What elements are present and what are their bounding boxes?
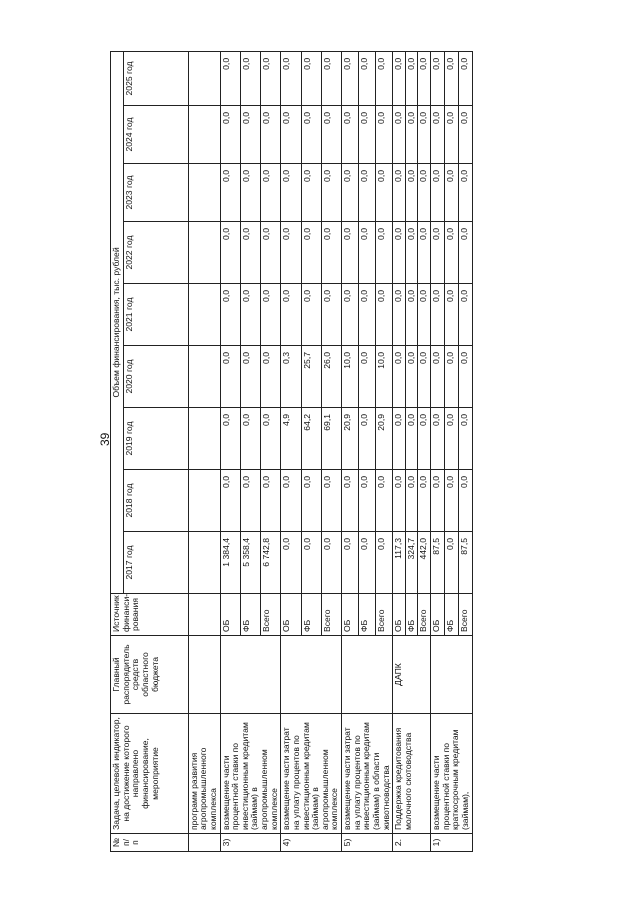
- value-cell: 324,7: [405, 532, 418, 594]
- value-cell: 0,0: [359, 284, 376, 346]
- source-cell: [188, 594, 220, 636]
- value-cell: [188, 346, 220, 408]
- value-cell: [188, 284, 220, 346]
- value-cell: 0,0: [393, 346, 406, 408]
- page-number: 39: [98, 432, 112, 446]
- value-cell: 0,0: [220, 164, 240, 222]
- value-cell: 0,0: [405, 222, 418, 284]
- value-cell: 0,0: [405, 106, 418, 164]
- value-cell: 0,0: [405, 164, 418, 222]
- value-cell: 0,0: [405, 51, 418, 105]
- value-cell: 0,0: [458, 346, 472, 408]
- value-cell: 0,3: [281, 346, 301, 408]
- source-cell: ФБ: [240, 594, 260, 636]
- value-cell: 0,0: [301, 470, 321, 532]
- value-cell: [188, 408, 220, 470]
- value-cell: 0,0: [281, 222, 301, 284]
- value-cell: 0,0: [359, 222, 376, 284]
- value-cell: 0,0: [220, 106, 240, 164]
- value-cell: 0,0: [431, 408, 445, 470]
- value-cell: 4,9: [281, 408, 301, 470]
- row-number: 1): [431, 834, 473, 852]
- header-year: 2024 год: [123, 106, 188, 164]
- value-cell: 0,0: [321, 532, 341, 594]
- task-cell: возмещение части процентной ставки по краткосрочным кредитам (займам),: [431, 714, 473, 834]
- value-cell: 0,0: [342, 222, 359, 284]
- value-cell: 0,0: [301, 106, 321, 164]
- value-cell: 0,0: [376, 106, 393, 164]
- value-cell: 0,0: [281, 470, 301, 532]
- value-cell: 0,0: [359, 470, 376, 532]
- value-cell: 0,0: [405, 284, 418, 346]
- value-cell: 0,0: [431, 106, 445, 164]
- row-number: 5): [342, 834, 393, 852]
- value-cell: 0,0: [393, 106, 406, 164]
- value-cell: 0,0: [240, 346, 260, 408]
- header-task: Задача, целевой индикатор, на достижение которого направлено финансирование, мероприятие: [111, 714, 189, 834]
- task-cell: возмещение части процентной ставки по инвестиционным кредитам (займам) в агропромышленном комплексе: [220, 714, 281, 834]
- value-cell: 0,0: [444, 51, 458, 105]
- value-cell: 0,0: [359, 106, 376, 164]
- table-row: [281, 51, 301, 851]
- table-row: [342, 51, 359, 851]
- value-cell: 0,0: [376, 284, 393, 346]
- value-cell: 0,0: [301, 51, 321, 105]
- value-cell: 0,0: [376, 51, 393, 105]
- distributor-cell: [220, 636, 281, 714]
- value-cell: 0,0: [393, 408, 406, 470]
- distributor-cell: ДАПК: [393, 636, 431, 714]
- header-volume: Объем финансирования, тыс. рублей: [111, 51, 124, 593]
- value-cell: 0,0: [431, 470, 445, 532]
- value-cell: 0,0: [301, 164, 321, 222]
- value-cell: 0,0: [405, 408, 418, 470]
- value-cell: 0,0: [376, 222, 393, 284]
- value-cell: 0,0: [342, 51, 359, 105]
- task-cell: возмещение части затрат на уплату процентов по инвестиционным кредитам (займам) в области животноводства: [342, 714, 393, 834]
- value-cell: 0,0: [261, 106, 281, 164]
- value-cell: 0,0: [240, 51, 260, 105]
- value-cell: 0,0: [281, 532, 301, 594]
- value-cell: 6 742,8: [261, 532, 281, 594]
- value-cell: 0,0: [261, 470, 281, 532]
- table-row: [220, 51, 240, 851]
- value-cell: 0,0: [418, 470, 431, 532]
- row-number: 3): [220, 834, 281, 852]
- source-cell: ОБ: [281, 594, 301, 636]
- value-cell: [188, 51, 220, 105]
- table-row: [431, 51, 445, 851]
- value-cell: 0,0: [321, 106, 341, 164]
- value-cell: 0,0: [220, 222, 240, 284]
- value-cell: 0,0: [342, 164, 359, 222]
- row-number: 2.: [393, 834, 431, 852]
- value-cell: 0,0: [359, 51, 376, 105]
- header-year: 2019 год: [123, 408, 188, 470]
- value-cell: 1 384,4: [220, 532, 240, 594]
- table-row: [188, 51, 220, 851]
- value-cell: 0,0: [342, 106, 359, 164]
- header-num: № п/п: [111, 834, 189, 852]
- value-cell: 0,0: [359, 408, 376, 470]
- value-cell: 0,0: [240, 284, 260, 346]
- value-cell: 0,0: [321, 470, 341, 532]
- value-cell: 0,0: [281, 51, 301, 105]
- header-year: 2020 год: [123, 346, 188, 408]
- value-cell: 0,0: [458, 284, 472, 346]
- value-cell: 0,0: [240, 164, 260, 222]
- value-cell: 0,0: [342, 284, 359, 346]
- source-cell: Всего: [321, 594, 341, 636]
- row-number: [188, 834, 220, 852]
- value-cell: 0,0: [240, 106, 260, 164]
- value-cell: 0,0: [281, 284, 301, 346]
- value-cell: 0,0: [418, 51, 431, 105]
- header-year: 2022 год: [123, 222, 188, 284]
- distributor-cell: [281, 636, 342, 714]
- value-cell: 0,0: [393, 222, 406, 284]
- value-cell: [188, 532, 220, 594]
- value-cell: 117,3: [393, 532, 406, 594]
- value-cell: 0,0: [376, 164, 393, 222]
- distributor-cell: [431, 636, 473, 714]
- task-cell: Поддержка кредитования молочного скотоводства: [393, 714, 431, 834]
- value-cell: 0,0: [431, 51, 445, 105]
- value-cell: [188, 164, 220, 222]
- value-cell: 0,0: [458, 470, 472, 532]
- header-year: 2023 год: [123, 164, 188, 222]
- value-cell: 0,0: [220, 51, 240, 105]
- value-cell: 69,1: [321, 408, 341, 470]
- source-cell: Всего: [418, 594, 431, 636]
- value-cell: 20,9: [376, 408, 393, 470]
- value-cell: 0,0: [321, 222, 341, 284]
- row-number: 4): [281, 834, 342, 852]
- value-cell: 0,0: [261, 51, 281, 105]
- value-cell: 20,9: [342, 408, 359, 470]
- value-cell: 0,0: [444, 106, 458, 164]
- distributor-cell: [188, 636, 220, 714]
- header-year: 2018 год: [123, 470, 188, 532]
- value-cell: 87,5: [431, 532, 445, 594]
- value-cell: 0,0: [261, 284, 281, 346]
- value-cell: 0,0: [359, 164, 376, 222]
- value-cell: 0,0: [261, 164, 281, 222]
- header-source: Источник финанси- рования: [111, 594, 189, 636]
- value-cell: 0,0: [458, 222, 472, 284]
- source-cell: ОБ: [431, 594, 445, 636]
- value-cell: 0,0: [444, 222, 458, 284]
- value-cell: 0,0: [444, 284, 458, 346]
- distributor-cell: [342, 636, 393, 714]
- value-cell: 0,0: [359, 346, 376, 408]
- source-cell: ФБ: [405, 594, 418, 636]
- value-cell: 0,0: [431, 346, 445, 408]
- value-cell: [188, 106, 220, 164]
- value-cell: 0,0: [301, 284, 321, 346]
- value-cell: 0,0: [444, 470, 458, 532]
- financing-table: [110, 51, 473, 852]
- value-cell: 0,0: [359, 532, 376, 594]
- value-cell: [188, 470, 220, 532]
- value-cell: 0,0: [418, 408, 431, 470]
- value-cell: 0,0: [220, 346, 240, 408]
- source-cell: ОБ: [342, 594, 359, 636]
- source-cell: ФБ: [359, 594, 376, 636]
- rotated-table-wrapper: [110, 52, 605, 852]
- source-cell: Всего: [261, 594, 281, 636]
- source-cell: ФБ: [444, 594, 458, 636]
- value-cell: 0,0: [240, 222, 260, 284]
- value-cell: 0,0: [376, 470, 393, 532]
- value-cell: 0,0: [418, 106, 431, 164]
- value-cell: 25,7: [301, 346, 321, 408]
- source-cell: ОБ: [220, 594, 240, 636]
- value-cell: 0,0: [261, 408, 281, 470]
- header-distributor: Главный распорядитель средств областного бюджета: [111, 636, 189, 714]
- value-cell: 0,0: [418, 346, 431, 408]
- header-year: 2017 год: [123, 532, 188, 594]
- value-cell: 0,0: [393, 51, 406, 105]
- value-cell: 0,0: [220, 470, 240, 532]
- value-cell: 0,0: [444, 346, 458, 408]
- value-cell: 0,0: [321, 51, 341, 105]
- source-cell: Всего: [458, 594, 472, 636]
- value-cell: 0,0: [418, 164, 431, 222]
- header-year: 2021 год: [123, 284, 188, 346]
- value-cell: 0,0: [240, 408, 260, 470]
- value-cell: 5 358,4: [240, 532, 260, 594]
- value-cell: 0,0: [458, 164, 472, 222]
- value-cell: 0,0: [393, 470, 406, 532]
- value-cell: 0,0: [261, 346, 281, 408]
- source-cell: ФБ: [301, 594, 321, 636]
- value-cell: 0,0: [431, 222, 445, 284]
- header-year: 2025 год: [123, 51, 188, 105]
- value-cell: 0,0: [321, 284, 341, 346]
- value-cell: 0,0: [301, 222, 321, 284]
- value-cell: 0,0: [393, 164, 406, 222]
- value-cell: 0,0: [444, 532, 458, 594]
- value-cell: 0,0: [376, 532, 393, 594]
- task-cell: возмещение части затрат на уплату процентов по инвестиционным кредитам (займам) в агропромышленном комплексе: [281, 714, 342, 834]
- value-cell: 0,0: [418, 284, 431, 346]
- value-cell: 0,0: [405, 346, 418, 408]
- value-cell: 64,2: [301, 408, 321, 470]
- value-cell: 0,0: [220, 284, 240, 346]
- table-body: [188, 51, 472, 851]
- source-cell: ОБ: [393, 594, 406, 636]
- value-cell: 0,0: [342, 470, 359, 532]
- value-cell: 0,0: [458, 106, 472, 164]
- value-cell: 10,0: [376, 346, 393, 408]
- value-cell: 0,0: [240, 470, 260, 532]
- value-cell: 442,0: [418, 532, 431, 594]
- value-cell: 0,0: [281, 106, 301, 164]
- value-cell: 0,0: [321, 164, 341, 222]
- value-cell: 0,0: [444, 164, 458, 222]
- value-cell: [188, 222, 220, 284]
- value-cell: 0,0: [444, 408, 458, 470]
- source-cell: Всего: [376, 594, 393, 636]
- value-cell: 0,0: [431, 164, 445, 222]
- table-row: [393, 51, 406, 851]
- value-cell: 26,0: [321, 346, 341, 408]
- task-cell: программ развития агропромышленного комплекса: [188, 714, 220, 834]
- value-cell: 0,0: [281, 164, 301, 222]
- value-cell: 0,0: [458, 408, 472, 470]
- value-cell: 0,0: [301, 532, 321, 594]
- value-cell: 0,0: [405, 470, 418, 532]
- value-cell: 0,0: [458, 51, 472, 105]
- value-cell: 0,0: [261, 222, 281, 284]
- value-cell: 87,5: [458, 532, 472, 594]
- value-cell: 0,0: [220, 408, 240, 470]
- value-cell: 0,0: [431, 284, 445, 346]
- value-cell: 10,0: [342, 346, 359, 408]
- value-cell: 0,0: [393, 284, 406, 346]
- value-cell: 0,0: [418, 222, 431, 284]
- value-cell: 0,0: [342, 532, 359, 594]
